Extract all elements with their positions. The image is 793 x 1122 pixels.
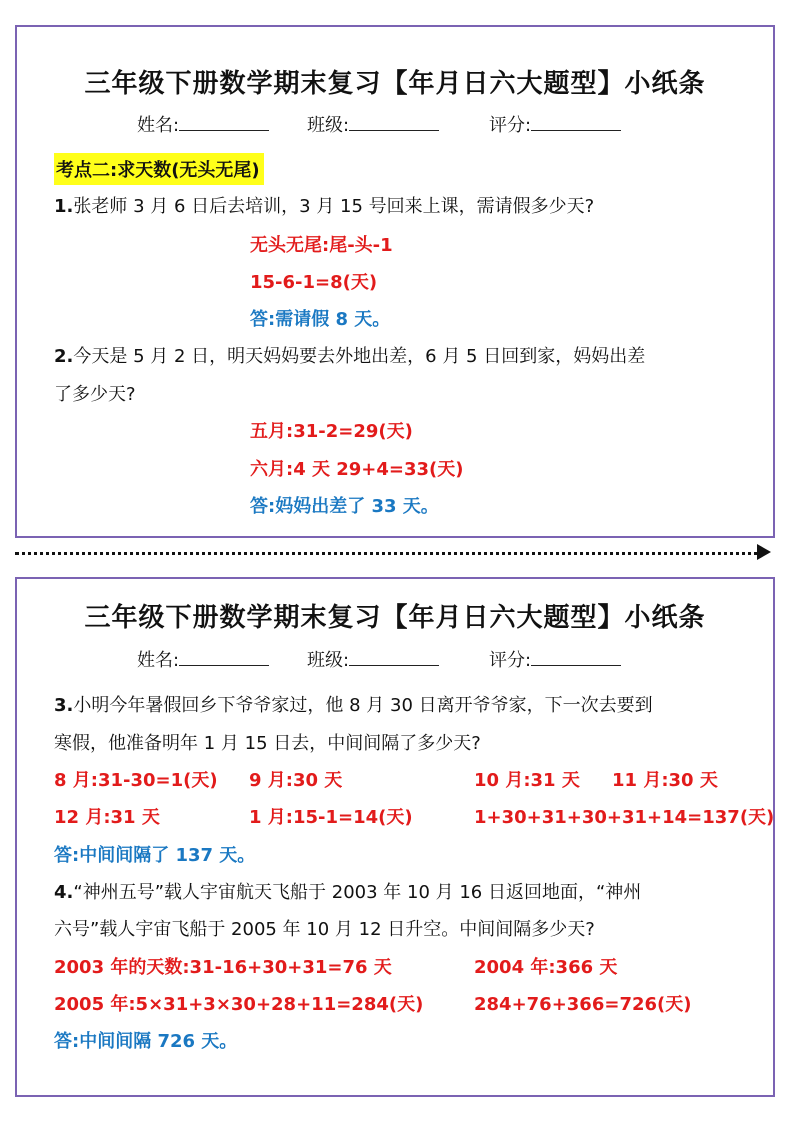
calculation: 2004 年:366 天 (474, 957, 618, 978)
question-text: “神州五号”载人宇宙航天飞船于 2003 年 10 月 16 日返回地面，“神州 (73, 882, 642, 903)
answer: 答:需请假 8 天。 (250, 309, 391, 330)
worksheet-card-1 (15, 25, 775, 538)
class-blank (349, 114, 439, 131)
question-3 (54, 691, 653, 717)
topic-tag: 考点二:求天数(无头无尾) (54, 153, 264, 185)
name-field (137, 111, 269, 137)
worksheet-card-2 (15, 577, 775, 1097)
class-label: 班级: (307, 115, 350, 136)
question-number: 3. (54, 695, 74, 716)
calculation: 15-6-1=8(天) (250, 272, 378, 293)
calculation: 2003 年的天数:31-16+30+31=76 天 (54, 957, 392, 978)
calculation: 12 月:31 天 (54, 807, 160, 828)
score-blank (531, 114, 621, 131)
calculation: 1+30+31+30+31+14=137(天) (474, 807, 775, 828)
class-label: 班级: (307, 650, 350, 671)
question-text: 张老师 3 月 6 日后去培训，3 月 15 号回来上课，需请假多少天? (73, 196, 595, 217)
question-number: 4. (54, 882, 74, 903)
score-label: 评分: (489, 650, 532, 671)
class-field (307, 111, 439, 137)
page-title: 三年级下册数学期末复习【年月日六大题型】小纸条 (84, 69, 706, 99)
score-field (489, 111, 621, 137)
question-2 (54, 342, 645, 368)
calculation: 8 月:31-30=1(天) (54, 770, 218, 791)
name-blank (179, 114, 269, 131)
score-blank (531, 649, 621, 666)
dotted-divider (15, 552, 765, 555)
calculation: 2005 年:5×31+3×30+28+11=284(天) (54, 994, 424, 1015)
question-3-continued: 寒假，他准备明年 1 月 15 日去，中间间隔了多少天? (54, 733, 481, 754)
name-blank (179, 649, 269, 666)
calculation: 9 月:30 天 (249, 770, 343, 791)
arrow-right-icon (757, 544, 771, 560)
calculation: 10 月:31 天 (474, 770, 580, 791)
name-label: 姓名: (137, 115, 180, 136)
question-text: 今天是 5 月 2 日，明天妈妈要去外地出差，6 月 5 日回到家，妈妈出差 (73, 346, 646, 367)
class-field (307, 646, 439, 672)
question-number: 2. (54, 346, 74, 367)
name-label: 姓名: (137, 650, 180, 671)
question-text: 小明今年暑假回乡下爷爷家过，他 8 月 30 日离开爷爷家，下一次去要到 (73, 695, 653, 716)
answer: 答:妈妈出差了 33 天。 (250, 496, 439, 517)
score-field (489, 646, 621, 672)
calculation: 11 月:30 天 (612, 770, 718, 791)
answer: 答:中间间隔了 137 天。 (54, 845, 256, 866)
question-number: 1. (54, 196, 74, 217)
page-title: 三年级下册数学期末复习【年月日六大题型】小纸条 (84, 603, 706, 633)
question-1 (54, 192, 594, 218)
score-label: 评分: (489, 115, 532, 136)
calculation: 1 月:15-1=14(天) (249, 807, 413, 828)
calculation: 六月:4 天 29+4=33(天) (250, 459, 464, 480)
calculation: 284+76+366=726(天) (474, 994, 692, 1015)
rule-formula: 无头无尾:尾-头-1 (250, 235, 393, 256)
question-4 (54, 878, 641, 904)
answer: 答:中间间隔 726 天。 (54, 1031, 238, 1052)
name-field (137, 646, 269, 672)
question-4-continued: 六号”载人宇宙飞船于 2005 年 10 月 12 日升空。中间间隔多少天? (54, 919, 595, 940)
question-2-continued: 了多少天? (54, 384, 136, 405)
calculation: 五月:31-2=29(天) (250, 421, 413, 442)
class-blank (349, 649, 439, 666)
